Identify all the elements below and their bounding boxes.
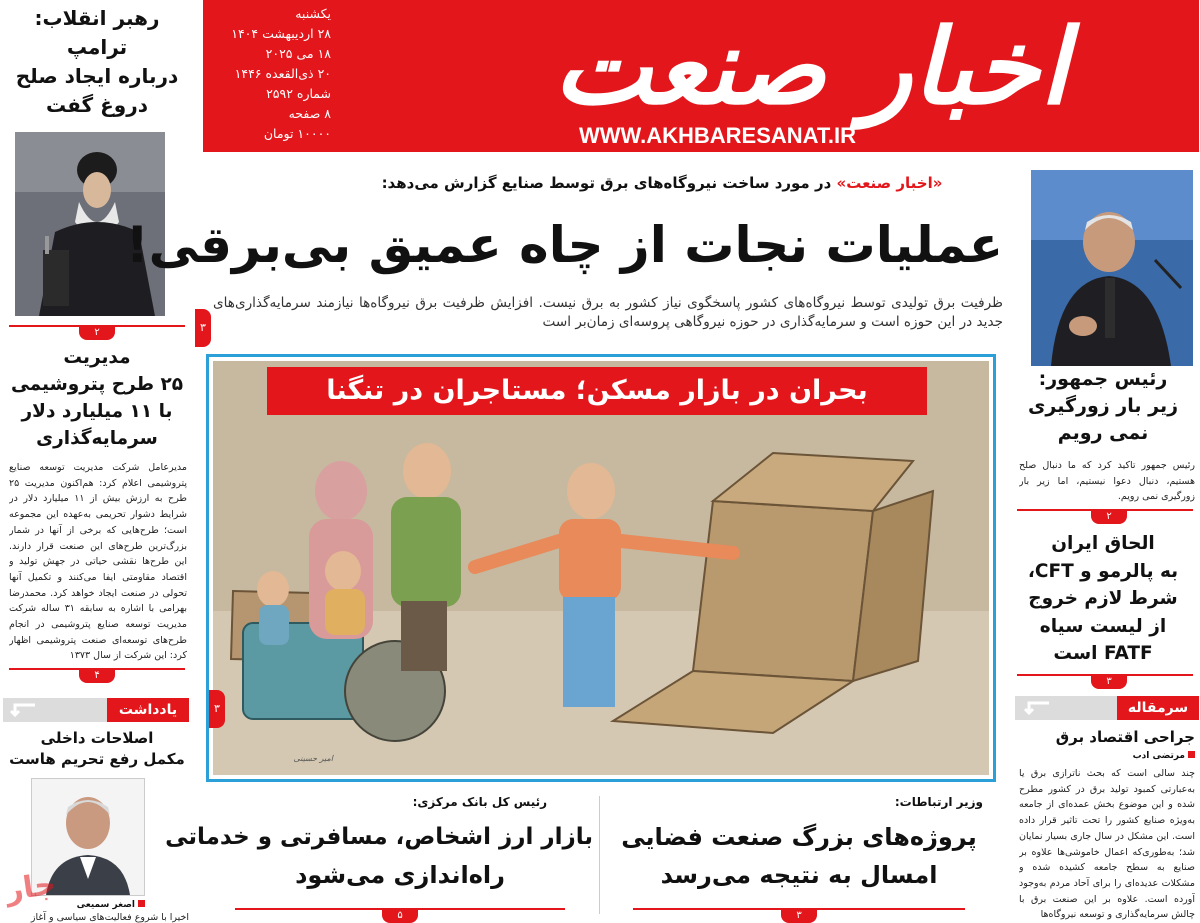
page-badge: ۵ (383, 909, 419, 923)
editorial-label: سرمقاله (1118, 696, 1200, 720)
main-lead: ظرفیت برق تولیدی توسط نیروگاه‌های کشور پاسخگوی نیاز کشور به برق نیست. افزایش ظرفیت برق نیروگاه‌ها نیازمند سرمایه‌گذاری‌های جدید در این حوزه است و سرمایه‌گذاری در حوزه نیروگاهی پروسه‌ای زمان‌بر است (214, 295, 1004, 330)
kicker-text: در مورد ساخت نیروگاه‌های برق توسط صنایع گزارش می‌دهد: (382, 174, 838, 192)
title-line: از لیست سیاه (1040, 615, 1168, 637)
page-badge: ۴ (80, 669, 116, 683)
right-story-president-title (1008, 366, 1200, 447)
page-badge: ۳ (1092, 675, 1128, 689)
title-line: ۲۵ طرح پتروشیمی (11, 374, 185, 395)
newspaper-logo[interactable]: اخبار صنعت (554, 6, 1070, 128)
cartoon-signature: امیر حسینی (294, 754, 334, 763)
title-line: سرمایه‌گذاری (37, 428, 159, 449)
main-headline[interactable]: عملیات نجات از چاه عمیق بی‌برقی! (126, 216, 1004, 274)
right-editorial[interactable] (1008, 696, 1200, 923)
issue-price: ۱۰۰۰۰ تومان (264, 126, 332, 141)
right-story-president[interactable] (1008, 164, 1200, 524)
issue-date-en: ۱۸ می ۲۰۲۵ (266, 46, 332, 61)
title-line: رهبر انقلاب: (35, 6, 161, 30)
left-story-petrochem[interactable] (0, 344, 196, 684)
cartoon-title[interactable]: بحران در بازار مسکن؛ مستاجران در تنگنا (268, 367, 928, 415)
story-title-line: بازار ارز اشخاص، مسافرتی و خدماتی (166, 824, 594, 850)
left-story-petrochem-title (0, 344, 196, 452)
right-story-fatf[interactable] (1008, 530, 1200, 690)
main-kicker (330, 170, 996, 196)
story-kicker: وزیر ارتباطات: (895, 795, 984, 809)
title-line: رئیس جمهور: (1039, 368, 1169, 390)
cartoon-art (214, 361, 990, 775)
watermark-logo: جار (4, 866, 60, 909)
title-line: به پالرمو و CFT، (1028, 560, 1180, 582)
president-photo (1032, 170, 1194, 366)
author-name: اصغر سمیعی (77, 900, 136, 910)
page-badge: ۳ (782, 909, 818, 923)
right-story-president-body: رئیس جمهور تاکید کرد که ما دنبال صلح هستیم، دنبال دعوا نیستیم، اما زیر بار زورگیری نمی رویم. (1020, 460, 1196, 503)
title-line: دروغ گفت (46, 93, 150, 117)
story-forex-market[interactable] (166, 793, 594, 923)
title-line: FATF است (1054, 643, 1154, 665)
title-line: مدیریت (64, 347, 132, 368)
title-line: نمی رویم (1058, 422, 1150, 444)
column-divider (600, 796, 601, 914)
title-line: اصلاحات داخلی (41, 729, 155, 747)
title-line: مکمل رفع تحریم هاست (10, 750, 186, 768)
lead-page-badge: ۳ (196, 309, 212, 347)
note-title (0, 728, 196, 770)
cartoon-page-badge: ۳ (210, 690, 226, 728)
issue-date-hijri: ۲۰ ذی‌القعده ۱۴۴۶ (235, 66, 332, 81)
title-line: ترامپ (67, 35, 129, 59)
page-badge: ۲ (1092, 510, 1128, 524)
arrow-icon (8, 702, 38, 718)
bullet-icon (1189, 751, 1196, 758)
note-body: اخیرا با شروع فعالیت‌های سیاسی و آغاز (31, 912, 190, 923)
story-kicker: رئیس کل بانک مرکزی: (413, 795, 548, 809)
page-badge: ۲ (80, 326, 116, 340)
editorial-author (1018, 749, 1200, 763)
issue-pages: ۸ صفحه (289, 106, 332, 121)
issue-weekday: یکشنبه (296, 6, 332, 21)
title-line: الحاق ایران (1052, 533, 1156, 554)
title-line: شرط لازم خروج (1029, 588, 1179, 610)
cartoon-illustration[interactable] (214, 361, 990, 775)
arrow-icon (1022, 700, 1052, 716)
right-story-fatf-title (1008, 530, 1200, 668)
story-title-line: امسال به نتیجه می‌رسد (661, 861, 939, 889)
left-story-leader-title (0, 4, 196, 120)
site-url[interactable]: WWW.AKHBARESANAT.IR (580, 123, 858, 148)
title-line: زیر بار زورگیری (1028, 395, 1180, 417)
editorial-body: چند سالی است که بحث ناترازی برق یا به‌عبارتی کمبود تولید برق در کشور مطرح شده و این موضوع بخش عمده‌ای از جامعه به‌ویژه صنایع کشور را تحت تاثیر قرار داده است. این مشکل در سال جاری بسیار نمایان شد؛ به‌طوری‌که اعمال خاموشی‌ها علاوه بر صنایع به سطح جامعه کشیده شده و مشکلات عدیده‌ای را برای آحاد مردم به‌وجود آورده است. علاوه بر این صنعت برق با چالش سرمایه‌گذاری و توسعه نیروگاه‌ها (1020, 768, 1196, 921)
editorial-title: جراحی اقتصاد برق (1056, 728, 1196, 746)
story-space-projects[interactable] (604, 793, 996, 923)
author-name: مرتضی ادب (1133, 751, 1186, 761)
story-title-line: پروژه‌های بزرگ صنعت فضایی (622, 823, 978, 851)
kicker-source: «اخبار صنعت» (837, 174, 944, 192)
bullet-icon (139, 900, 146, 907)
title-line: با ۱۱ میلیارد دلار (22, 401, 174, 422)
story-title-line: راه‌اندازی می‌شود (296, 861, 506, 889)
left-story-petrochem-body: مدیرعامل شرکت مدیریت توسعه صنایع پتروشیمی اعلام کرد: هم‌اکنون مدیریت ۲۵ طرح به ارزش بیش از ۱۱ میلیارد دلار در شرایط دشوار تحریمی به‌عهده این مجموعه است؛ طرح‌هایی که برخی از آنها در شمار بزرگ‌ترین طرح‌های این صنعت قرار دارند. این طرح‌ها نقشی حیاتی در جهش تولید و اقتصاد مقاومتی ایفا می‌کنند و تکمیل آنها تحولی در صنعت ایجاد خواهد کرد. محمدرضا بهرامی با اشاره به سابقه ۳۱ ساله شرکت مدیریت توسعه صنایع پتروشیمی در انجام طرح‌های توسعه‌ای صنعت پتروشیمی اظهار کرد: این شرکت از سال ۱۳۷۳ (10, 462, 188, 662)
issue-info (208, 4, 332, 150)
issue-number: شماره ۲۵۹۲ (267, 86, 332, 101)
title-line: درباره ایجاد صلح (16, 64, 180, 88)
note-label: یادداشت (108, 698, 190, 722)
left-story-leader[interactable] (0, 0, 196, 340)
issue-date-fa: ۲۸ اردیبهشت ۱۴۰۴ (232, 26, 332, 41)
